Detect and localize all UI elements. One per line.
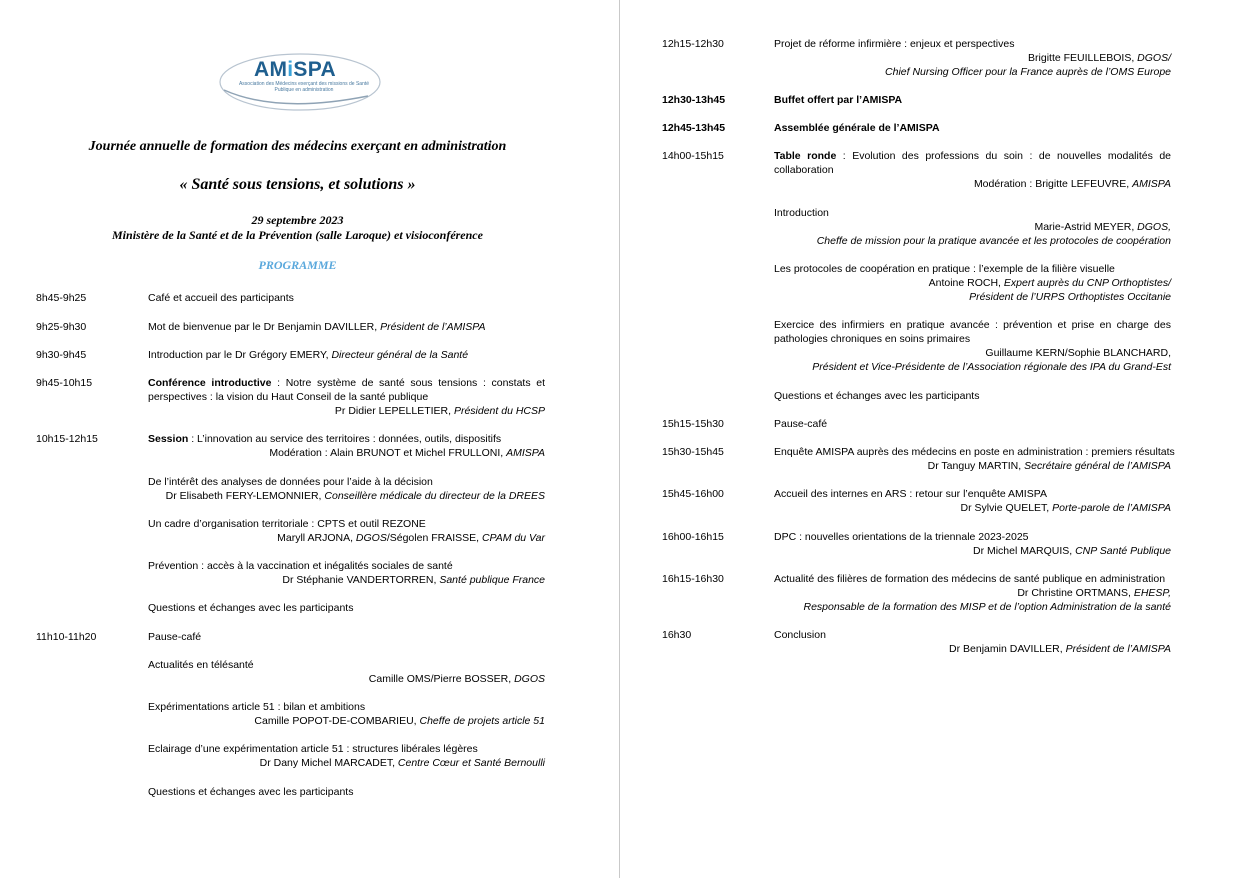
time-slot: 15h45-16h00	[662, 488, 724, 500]
agenda-subitem: Introduction Marie-Astrid MEYER, DGOS, Cheffe de mission pour la pratique avancée et les protocoles de coopération	[774, 207, 1171, 247]
event-title: Journée annuelle de formation des médecins exerçant en administration	[88, 139, 507, 154]
time-slot: 11h10-11h20	[36, 631, 97, 643]
time-slot: 9h30-9h45	[36, 349, 87, 361]
agenda-item: Assemblée générale de l’AMISPA	[774, 122, 940, 134]
event-theme: « Santé sous tensions, et solutions »	[179, 176, 416, 193]
agenda-subitem: Les protocoles de coopération en pratique : l’exemple de la filière visuelle Antoine ROCH, Expert auprès du CNP Orthoptistes/ Président de l’URPS Orthoptistes Occitanie	[774, 263, 1171, 303]
agenda-item: Café et accueil des participants	[148, 292, 294, 304]
logo-wordmark: AMiSPA	[254, 58, 336, 81]
agenda-item: Session : L’innovation au service des territoires : données, outils, dispositifs Modération : Alain BRUNOT et Michel FRULLONI, AMISPA	[148, 433, 545, 459]
time-slot: 8h45-9h25	[36, 292, 87, 304]
time-slot: 16h00-16h15	[662, 531, 724, 543]
agenda-subitem: Questions et échanges avec les participants	[148, 786, 354, 798]
time-slot: 10h15-12h15	[36, 433, 98, 445]
agenda-item: Introduction par le Dr Grégory EMERY, Directeur général de la Santé	[148, 349, 469, 361]
event-date: 29 septembre 2023	[251, 213, 344, 227]
amispa-logo	[218, 52, 382, 112]
agenda-item: Enquête AMISPA auprès des médecins en poste en administration : premiers résultats Dr Tanguy MARTIN, Secrétaire général de l’AMISPA	[774, 446, 1175, 472]
logo-subtitle: Association des Médecins exerçant des missions de Santé Publique en administration	[238, 81, 370, 93]
agenda-subitem: De l’intérêt des analyses de données pour l’aide à la décision Dr Elisabeth FERY-LEMONNIER, Conseillère médicale du directeur de la DREES	[148, 476, 545, 502]
agenda-item: Actualité des filières de formation des médecins de santé publique en administration Dr Christine ORTMANS, EHESP, Responsable de la formation des MISP et de l’option Administration de la santé	[774, 573, 1171, 613]
agenda-subitem: Un cadre d’organisation territoriale : CPTS et outil REZONE Maryll ARJONA, DGOS/Ségolen FRAISSE, CPAM du Var	[148, 518, 545, 544]
agenda-item: Conclusion Dr Benjamin DAVILLER, Président de l’AMISPA	[774, 629, 1171, 655]
agenda-subitem: Actualités en télésanté Camille OMS/Pierre BOSSER, DGOS	[148, 659, 545, 685]
agenda-subitem: Expérimentations article 51 : bilan et ambitions Camille POPOT-DE-COMBARIEU, Cheffe de projets article 51	[148, 701, 545, 727]
agenda-subitem: Questions et échanges avec les participants	[774, 390, 980, 402]
time-slot: 12h45-13h45	[662, 122, 726, 134]
agenda-item: Accueil des internes en ARS : retour sur l’enquête AMISPA Dr Sylvie QUELET, Porte-parole de l’AMISPA	[774, 488, 1171, 514]
time-slot: 16h30	[662, 629, 692, 641]
agenda-subitem: Eclairage d’une expérimentation article 51 : structures libérales légères Dr Dany Michel MARCADET, Centre Cœur et Santé Bernoulli	[148, 743, 545, 769]
time-slot: 15h15-15h30	[662, 418, 724, 430]
agenda-item: Buffet offert par l’AMISPA	[774, 94, 903, 106]
time-slot: 15h30-15h45	[662, 446, 724, 458]
time-slot: 12h15-12h30	[662, 38, 724, 50]
agenda-item: Projet de réforme infirmière : enjeux et perspectives Brigitte FEUILLEBOIS, DGOS/ Chief Nursing Officer pour la France auprès de l’OMS Europe	[774, 38, 1171, 78]
programme-heading: PROGRAMME	[258, 258, 337, 272]
time-slot: 12h30-13h45	[662, 94, 726, 106]
time-slot: 14h00-15h15	[662, 150, 724, 162]
agenda-item: Pause-café	[148, 631, 202, 643]
right-page	[622, 0, 1243, 878]
agenda-subitem: Questions et échanges avec les participants	[148, 602, 354, 614]
agenda-item: Pause-café	[774, 418, 828, 430]
time-slot: 9h45-10h15	[36, 377, 93, 389]
time-slot: 16h15-16h30	[662, 573, 724, 585]
agenda-item: Table ronde : Evolution des professions du soin : de nouvelles modalités de collaboration Modération : Brigitte LEFEUVRE, AMISPA	[774, 150, 1172, 190]
agenda-item: Mot de bienvenue par le Dr Benjamin DAVILLER, Président de l’AMISPA	[148, 321, 486, 333]
time-slot: 9h25-9h30	[36, 321, 87, 333]
agenda-item: Conférence introductive : Notre système de santé sous tensions : constats et perspectives : la vision du Haut Conseil de la santé publique Pr Didier LEPELLETIER, Président du HCSP	[148, 377, 545, 417]
agenda-subitem: Exercice des infirmiers en pratique avancée : prévention et prise en charge des pathologies chroniques en soins primaires Guillaume KERN/Sophie BLANCHARD, Président et Vice-Présidente de l’Association régionale des IPA du Grand-Est	[774, 319, 1171, 373]
agenda-subitem: Prévention : accès à la vaccination et inégalités sociales de santé Dr Stéphanie VANDERTORREN, Santé publique France	[148, 560, 545, 586]
left-page	[0, 0, 620, 878]
event-venue: Ministère de la Santé et de la Prévention (salle Laroque) et visioconférence	[112, 228, 483, 242]
agenda-item: DPC : nouvelles orientations de la triennale 2023-2025 Dr Michel MARQUIS, CNP Santé Publique	[774, 531, 1171, 557]
